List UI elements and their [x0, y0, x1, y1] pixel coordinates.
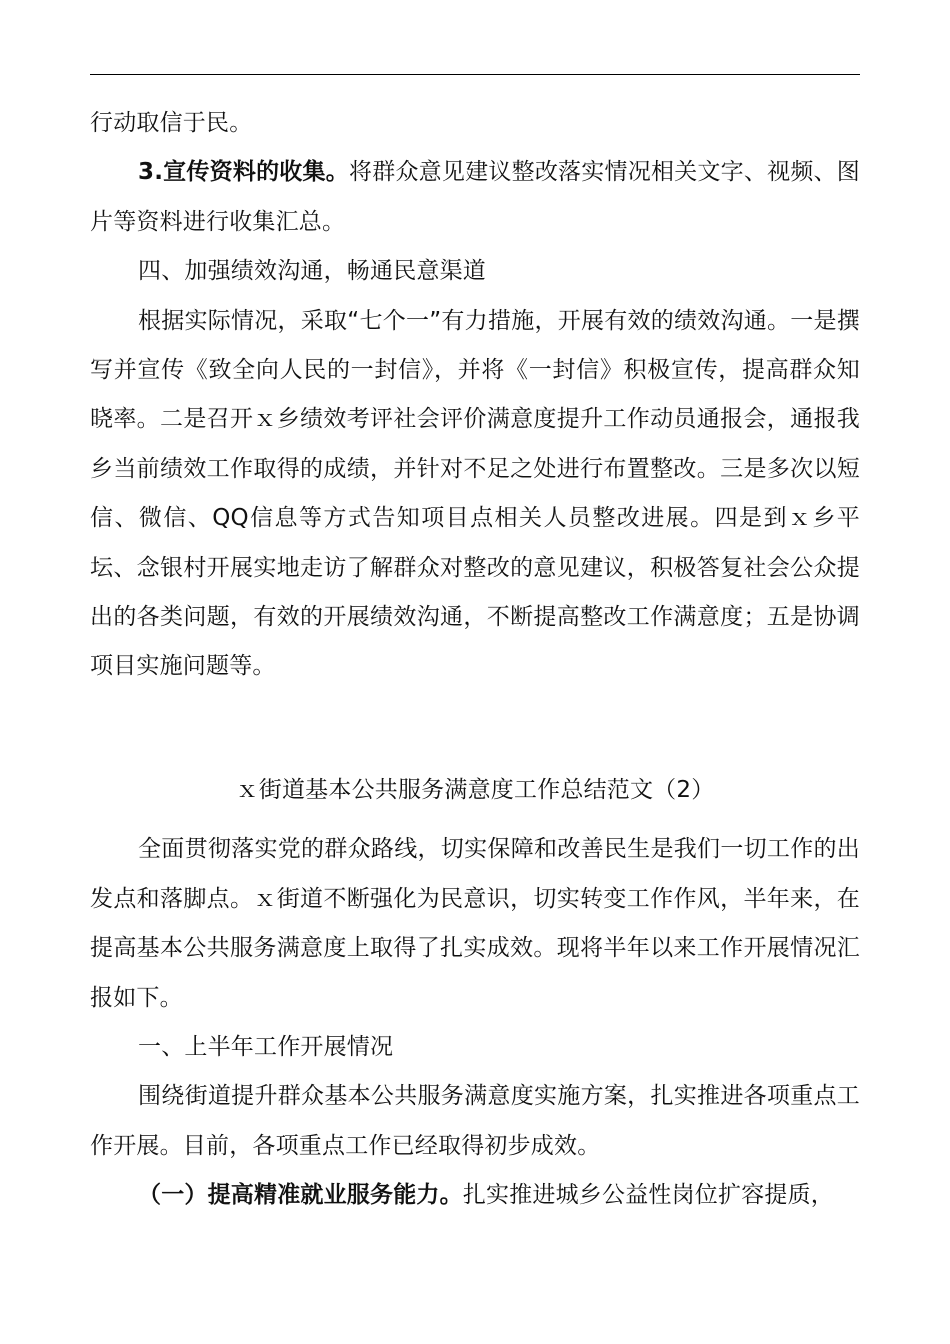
paragraph-lead-bold: 3.宣传资料的收集。 [138, 159, 349, 186]
title-spacer [90, 815, 860, 825]
document-title [90, 692, 860, 815]
paragraph-employment-service [90, 1171, 860, 1220]
paragraph-text: 根据实际情况，采取“七个一”有力措施，开展有效的绩效沟通。一是撰写并宣传《致全向人民的一封信》，并将《一封信》积极宣传，提高群众知晓率。二是召开ｘ乡绩效考评社会评价满意度提升工作动员通报会，通报我乡当前绩效工作取得的成绩，并针对不足之处进行布置整改。三是多次以短信、微信、QQ信息等方式告知项目点相关人员整改进展。四是到ｘ乡平坛、念银村开展实地走访了解群众对整改的意见建议，积极答复社会公众提出的各类问题，有效的开展绩效沟通，不断提高整改工作满意度；五是协调项目实施问题等。 [90, 307, 860, 680]
section-heading-one [90, 1023, 860, 1072]
document-body [90, 99, 860, 1221]
heading-text: 四、加强绩效沟通，畅通民意渠道 [138, 258, 486, 285]
paragraph-performance-communication [90, 297, 860, 692]
section-heading-four [90, 247, 860, 296]
paragraph-text: 将群众意见建议整改落实情况相关文字、视频、图片等资料进行收集汇总。 [90, 159, 860, 235]
paragraph-continuation [90, 99, 860, 148]
paragraph-text: 行动取信于民。 [90, 110, 253, 136]
paragraph-text: 全面贯彻落实党的群众路线，切实保障和改善民生是我们一切工作的出发点和落脚点。ｘ街道不断强化为民意识，切实转变工作作风，半年来，在提高基本公共服务满意度上取得了扎实成效。现将半年以来工作开展情况汇报如下。 [90, 836, 860, 1011]
header-rule [90, 74, 860, 75]
title-text: ｘ街道基本公共服务满意度工作总结范文（2） [235, 776, 715, 803]
paragraph-text: 扎实推进城乡公益性岗位扩容提质， [462, 1182, 835, 1209]
paragraph-intro [90, 825, 860, 1023]
heading-text: 一、上半年工作开展情况 [138, 1033, 394, 1060]
paragraph-implementation [90, 1072, 860, 1171]
paragraph-lead-bold: （一）提高精准就业服务能力。 [138, 1182, 463, 1209]
paragraph-publicity-materials [90, 148, 860, 247]
paragraph-text: 围绕街道提升群众基本公共服务满意度实施方案，扎实推进各项重点工作开展。目前，各项重点工作已经取得初步成效。 [90, 1083, 860, 1159]
